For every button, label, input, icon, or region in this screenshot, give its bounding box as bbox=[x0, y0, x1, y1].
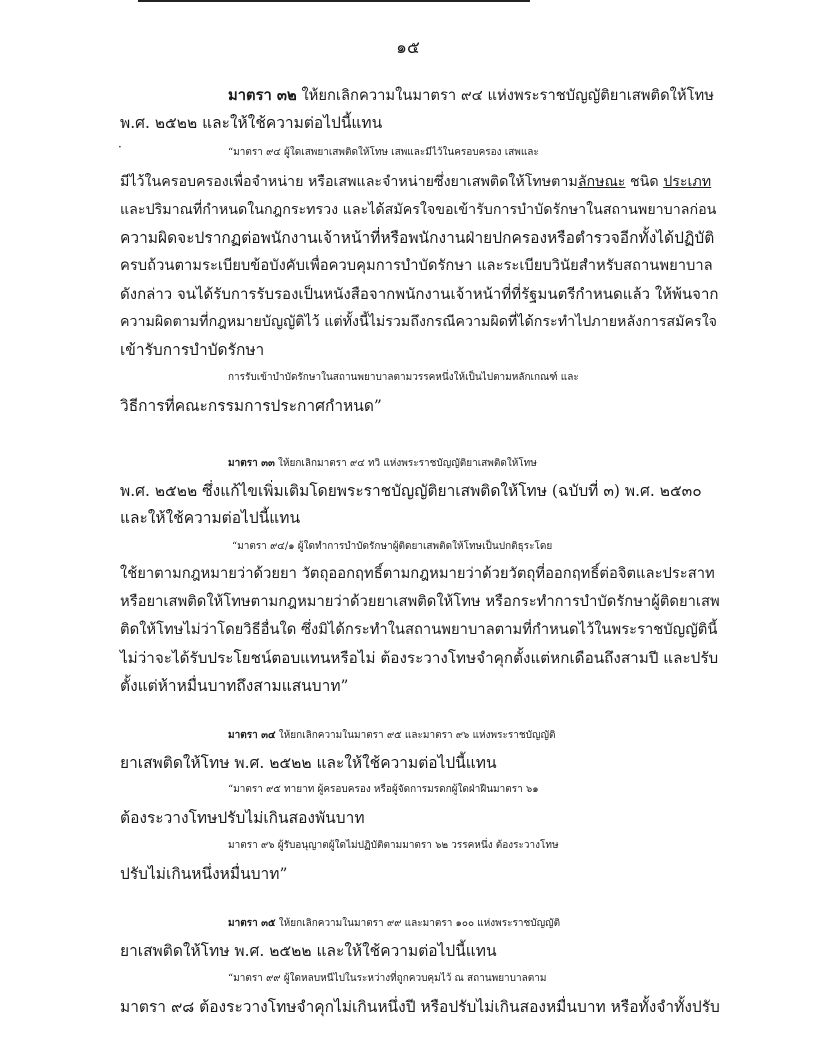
section-33-quote-2: ใช้ยาตามกฎหมายว่าด้วยยา วัตถุออกฤทธิ์ตามกฎหมายว่าด้วยวัตถุที่ออกฤทธิ์ต่อจิตและประสาท bbox=[120, 565, 715, 582]
section-34-text: ให้ยกเลิกความในมาตรา ๙๕ และมาตรา ๙๖ แห่งพระราชบัญญัติ bbox=[278, 730, 556, 741]
section-35-heading: มาตรา ๓๕ bbox=[228, 918, 276, 929]
section-32-quote-5: ครบถ้วนตามระเบียบข้อบังคับเพื่อควบคุมการบำบัดรักษา และระเบียบวินัยสำหรับสถานพยาบาล bbox=[120, 257, 713, 274]
quote-text: มีไว้ในครอบครองเพื่อจำหน่าย หรือเสพและจำหน่ายซึ่งยาเสพติดให้โทษตาม bbox=[120, 174, 578, 190]
section-32-quote-8: เข้ารับการบำบัดรักษา bbox=[120, 341, 265, 359]
section-34-quote-4: ปรับไม่เกินหนึ่งหมื่นบาท” bbox=[120, 865, 288, 883]
section-35-line-2: ยาเสพติดให้โทษ พ.ศ. ๒๕๒๒ และให้ใช้ความต่อไปนี้แทน bbox=[120, 942, 497, 960]
section-34-line-2: ยาเสพติดให้โทษ พ.ศ. ๒๕๒๒ และให้ใช้ความต่อไปนี้แทน bbox=[120, 754, 497, 772]
section-32-quote-3: และปริมาณที่กำหนดในกฎกระทรวง และได้สมัครใจขอเข้ารับการบำบัดรักษาในสถานพยาบาลก่อน bbox=[120, 202, 717, 218]
section-32-quote-6: ดังกล่าว จนได้รับการรับรองเป็นหนังสือจากพนักงานเจ้าหน้าที่ที่รัฐมนตรีกำหนดแล้ว ให้พ้นจาก bbox=[120, 285, 719, 303]
section-35-quote-1: “มาตรา ๙๙ ผู้ใดหลบหนีไปในระหว่างที่ถูกควบคุมไว้ ณ สถานพยาบาลตาม bbox=[228, 973, 547, 984]
section-34-heading: มาตรา ๓๔ bbox=[228, 730, 276, 741]
section-34-line-1 bbox=[228, 724, 816, 748]
section-32-quote-9: การรับเข้าบำบัดรักษาในสถานพยาบาลตามวรรคหนึ่งให้เป็นไปตามหลักเกณฑ์ และ bbox=[228, 372, 579, 383]
section-33-quote-5: ไม่ว่าจะได้รับประโยชน์ตอบแทนหรือไม่ ต้องระวางโทษจำคุกตั้งแต่หกเดือนถึงสามปี และปรับ bbox=[120, 649, 719, 667]
section-32-quote-2 bbox=[120, 170, 720, 194]
section-35-quote-2: มาตรา ๙๘ ต้องระวางโทษจำคุกไม่เกินหนึ่งปี หรือปรับไม่เกินสองหมื่นบาท หรือทั้งจำทั้งปรับ bbox=[120, 998, 720, 1016]
quote-text: ชนิด bbox=[625, 174, 664, 190]
section-34-quote-2: ต้องระวางโทษปรับไม่เกินสองพันบาท bbox=[120, 809, 365, 827]
section-33-quote-3: หรือยาเสพติดให้โทษตามกฎหมายว่าด้วยยาเสพติดให้โทษ หรือกระทำการบำบัดรักษาผู้ติดยาเสพ bbox=[120, 593, 720, 610]
section-32-quote-4: ความผิดจะปรากฏต่อพนักงานเจ้าหน้าที่หรือพนักงานฝ่ายปกครองหรือตำรวจอีกทั้งได้ปฏิบัติ bbox=[120, 229, 715, 247]
section-32-line-2: พ.ศ. ๒๕๒๒ และให้ใช้ความต่อไปนี้แทน bbox=[120, 114, 383, 132]
section-32-quote-1: “มาตรา ๙๔ ผู้ใดเสพยาเสพติดให้โทษ เสพและมีไว้ในครอบครอง เสพและ bbox=[228, 147, 539, 158]
section-33-text: ให้ยกเลิกมาตรา ๙๔ ทวิ แห่งพระราชบัญญัติยาเสพติดให้โทษ bbox=[278, 458, 537, 469]
section-34-quote-3: มาตรา ๙๖ ผู้รับอนุญาตผู้ใดไม่ปฏิบัติตามมาตรา ๖๒ วรรคหนึ่ง ต้องระวางโทษ bbox=[228, 840, 559, 851]
section-34-quote-1: “มาตรา ๙๕ ทายาท ผู้ครอบครอง หรือผู้จัดการมรดกผู้ใดฝ่าฝืนมาตรา ๖๑ bbox=[228, 784, 539, 795]
section-35-text: ให้ยกเลิกความในมาตรา ๙๙ และมาตรา ๑๐๐ แห่งพระราชบัญญัติ bbox=[278, 918, 561, 929]
section-33-quote-4: ติดให้โทษไม่ว่าโดยวิธีอื่นใด ซึ่งมิได้กระทำในสถานพยาบาลตามที่กำหนดไว้ในพระราชบัญญัตินี้ bbox=[120, 621, 718, 638]
section-33-line-1 bbox=[228, 452, 816, 476]
section-32-line-1 bbox=[228, 84, 720, 108]
section-32-heading: มาตรา ๓๒ bbox=[228, 87, 297, 104]
section-32-text: ให้ยกเลิกความในมาตรา ๙๔ แห่งพระราชบัญญัติยาเสพติดให้โทษ bbox=[301, 87, 714, 104]
section-32-quote-7: ความผิดตามที่กฎหมายบัญญัติไว้ แต่ทั้งนี้ไม่รวมถึงกรณีความผิดที่ได้กระทำไปภายหลังการสมัครใจ bbox=[120, 314, 718, 330]
underlined-term: ประเภท bbox=[663, 174, 712, 190]
section-33-quote-1: “มาตรา ๙๔/๑ ผู้ใดทำการบำบัดรักษาผู้ติดยาเสพติดให้โทษเป็นปกติธุระโดย bbox=[232, 541, 553, 552]
section-33-line-3: และให้ใช้ความต่อไปนี้แทน bbox=[120, 509, 301, 527]
underlined-term: ลักษณะ bbox=[577, 174, 626, 190]
section-33-quote-6: ตั้งแต่ห้าหมื่นบาทถึงสามแสนบาท” bbox=[120, 677, 349, 695]
section-33-line-2: พ.ศ. ๒๕๒๒ ซึ่งแก้ไขเพิ่มเติมโดยพระราชบัญญัติยาเสพติดให้โทษ (ฉบับที่ ๓) พ.ศ. ๒๕๓๐ bbox=[120, 482, 702, 500]
section-33-heading: มาตรา ๓๓ bbox=[228, 458, 275, 469]
top-rule bbox=[138, 0, 530, 2]
stray-mark: · bbox=[118, 140, 122, 154]
page-number: ๑๕ bbox=[396, 38, 420, 58]
section-32-quote-10: วิธีการที่คณะกรรมการประกาศกำหนด” bbox=[120, 397, 382, 415]
section-35-line-1 bbox=[228, 912, 816, 936]
